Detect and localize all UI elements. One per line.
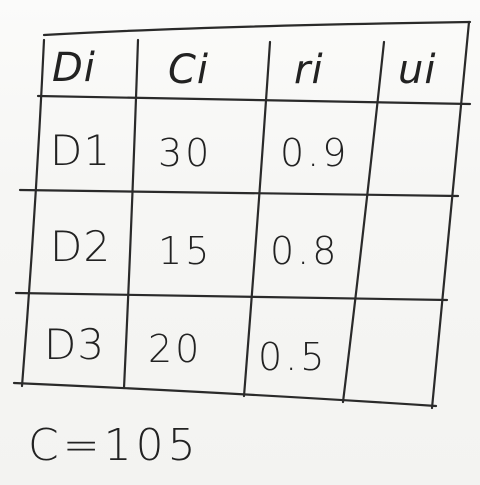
row1-c: 30: [158, 131, 213, 175]
header-c: Ci: [168, 47, 210, 93]
row3-d: D3: [44, 320, 106, 369]
row2-d: D2: [50, 222, 112, 271]
row3-r: 0.5: [258, 335, 328, 379]
column-line-left: [22, 40, 44, 386]
column-line-right: [432, 22, 469, 408]
header-u: ui: [398, 47, 437, 93]
column-line-1: [124, 40, 138, 388]
header-r: ri: [294, 47, 324, 93]
header-divider: [38, 96, 470, 104]
row1-r: 0.9: [280, 131, 350, 175]
total-value: C=105: [28, 420, 200, 471]
header-d: Di: [52, 45, 96, 91]
row1-d: D1: [50, 126, 112, 175]
column-line-3: [343, 42, 384, 402]
table-bottom-line: [14, 383, 436, 406]
table-top-line: [44, 22, 470, 35]
row-divider-2: [16, 293, 447, 300]
row-divider-1: [20, 190, 458, 196]
row2-r: 0.8: [270, 229, 340, 273]
row3-c: 20: [148, 327, 203, 371]
row2-c: 15: [158, 229, 213, 273]
